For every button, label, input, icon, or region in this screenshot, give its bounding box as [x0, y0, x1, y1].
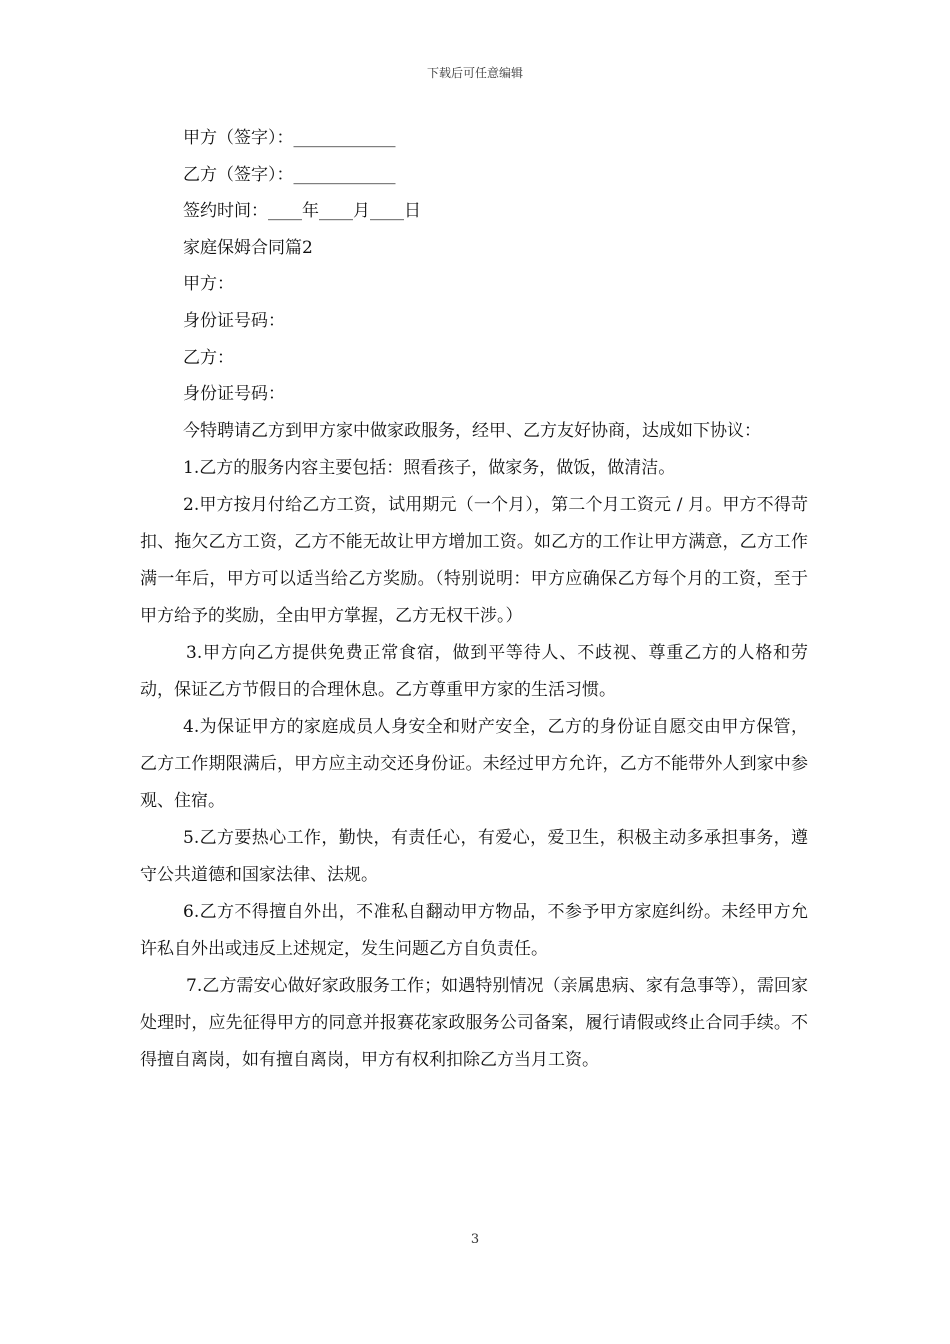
page-number: 3 — [470, 1232, 480, 1247]
clause-3: 3.甲方向乙方提供免费正常食宿，做到平等待人、不歧视、尊重乙方的人格和劳动，保证乙方节假日的合理休息。乙方尊重甲方家的生活习惯。 — [140, 642, 808, 700]
clause-1: 1.乙方的服务内容主要包括：照看孩子，做家务，做饭，做清洁。 — [183, 457, 676, 478]
document-body — [140, 120, 808, 1079]
party-b-id-line: 身份证号码： — [183, 384, 285, 405]
intro-paragraph: 今特聘请乙方到甲方家中做家政服务，经甲、乙方友好协商，达成如下协议： — [183, 420, 761, 441]
signing-date-line: 签约时间：____年____月____日 — [183, 201, 421, 222]
clause-5: 5.乙方要热心工作，勤快，有责任心，有爱心，爱卫生，积极主动多承担事务，遵守公共道德和国家法律、法规。 — [140, 827, 808, 885]
section-title: 家庭保姆合同篇2 — [183, 237, 313, 258]
party-a-signature-line: 甲方（签字）：____________ — [183, 128, 396, 148]
clause-7: 7.乙方需安心做好家政服务工作；如遇特别情况（亲属患病、家有急事等），需回家处理时，应先征得甲方的同意并报赛花家政服务公司备案，履行请假或终止合同手续。不得擅自离岗，如有擅自离岗，甲方有权利扣除乙方当月工资。 — [140, 975, 808, 1070]
party-a-id-line: 身份证号码： — [183, 310, 285, 331]
party-b-signature-line: 乙方（签字）：____________ — [183, 164, 396, 185]
clause-6: 6.乙方不得擅自外出，不准私自翻动甲方物品，不参予甲方家庭纠纷。未经甲方允许私自外出或违反上述规定，发生问题乙方自负责任。 — [140, 901, 808, 959]
party-a-line: 甲方： — [183, 274, 234, 295]
clause-2: 2.甲方按月付给乙方工资，试用期元（一个月），第二个月工资元 / 月。甲方不得苛扣、拖欠乙方工资，乙方不能无故让甲方增加工资。如乙方的工作让甲方满意，乙方工作满一年后，甲方可以适当给乙方奖励。（特别说明：甲方应确保乙方每个月的工资，至于甲方给予的奖励，全由甲方掌握，乙方无权干涉。） — [140, 494, 808, 626]
party-b-line: 乙方： — [183, 347, 234, 368]
page-header: 下载后可任意编辑 — [426, 66, 523, 80]
clause-4: 4.为保证甲方的家庭成员人身安全和财产安全，乙方的身份证自愿交由甲方保管，乙方工作期限满后，甲方应主动交还身份证。未经过甲方允许，乙方不能带外人到家中参观、住宿。 — [140, 716, 808, 811]
